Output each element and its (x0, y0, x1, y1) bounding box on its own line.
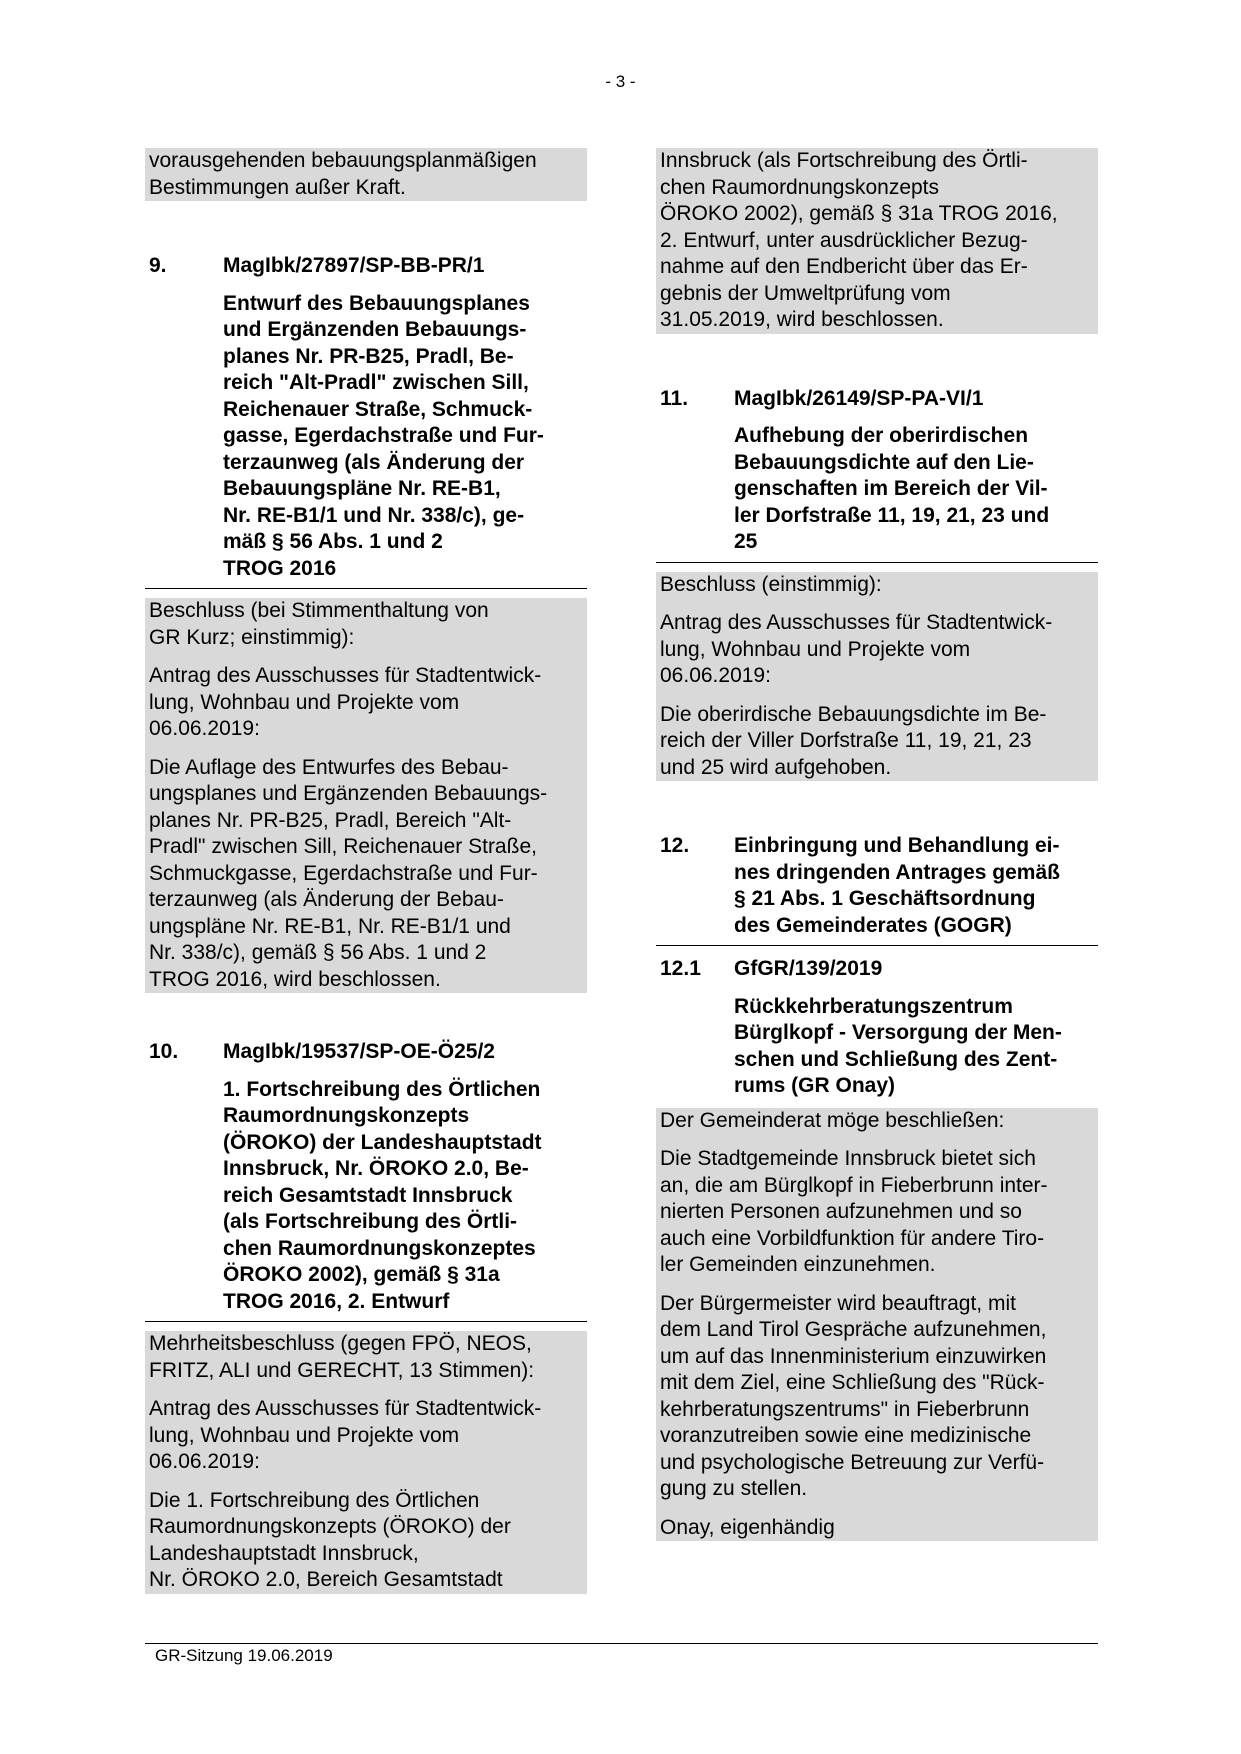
text-line: chen Raumordnungskonzeptes (223, 1236, 536, 1260)
text-line: Der Gemeinderat möge beschließen: (660, 1108, 1005, 1132)
text-line: und 25 wird aufgehoben. (660, 755, 892, 779)
text-line: ler Gemeinden einzunehmen. (660, 1253, 936, 1276)
text-line: Nr. RE-B1/1 und Nr. 338/c), ge- (223, 503, 525, 527)
item-number: 11. (660, 386, 689, 410)
text-line: Bebauungspläne Nr. RE-B1, (223, 477, 501, 500)
item-title (223, 291, 587, 583)
agenda-item-9 (145, 253, 587, 582)
text-line: kehrberatungszentrums" in Fieberbrunn (660, 1397, 1030, 1421)
text-line: Antrag des Ausschusses für Stadtentwick- (149, 664, 542, 687)
item-title (734, 423, 1098, 556)
decision-text (149, 598, 583, 651)
decision-text (660, 572, 1094, 599)
text-line: Einbringung und Behandlung ei- (734, 834, 1060, 857)
text-line: Bestimmungen außer Kraft. (149, 175, 406, 199)
footer-text: GR-Sitzung 19.06.2019 (155, 1646, 333, 1665)
text-line: Reichenauer Straße, Schmuck- (223, 397, 533, 421)
text-line: und Ergänzenden Bebauungs- (223, 318, 527, 341)
divider (656, 562, 1098, 563)
text-line: terzaunweg (als Änderung der Bebau- (149, 888, 504, 911)
text-line: Die Stadtgemeinde Innsbruck bietet sich (660, 1147, 1036, 1170)
text-line: Pradl" zwischen Sill, Reichenauer Straße, (149, 835, 537, 858)
text-line: (als Fortschreibung des Örtli- (223, 1210, 518, 1233)
resolution-text (660, 702, 1094, 782)
decision-block-11 (656, 572, 1098, 782)
item-reference: MagIbk/27897/SP-BB-PR/1 (223, 254, 485, 277)
text-line: nierten Personen aufzunehmen und so (660, 1200, 1022, 1223)
item-title (223, 1077, 587, 1316)
motion-block-12-1 (656, 1108, 1098, 1542)
text-line: chen Raumordnungskonzepts (660, 175, 940, 199)
motion-text (149, 663, 583, 743)
text-line: Antrag des Ausschusses für Stadtentwick- (660, 611, 1053, 634)
text-line: § 21 Abs. 1 Geschäftsordnung (734, 887, 1036, 910)
text-line: des Gemeinderates (GOGR) (734, 913, 1012, 937)
page-number: - 3 - (605, 72, 636, 91)
text-line: 06.06.2019: (149, 1450, 260, 1473)
text-line: GR Kurz; einstimmig): (149, 625, 355, 649)
text-line: Innsbruck (als Fortschreibung des Örtli- (660, 149, 1028, 172)
text-line: Bebauungsdichte auf den Lie- (734, 450, 1034, 474)
text-line: lung, Wohnbau und Projekte vom (660, 637, 971, 661)
text-line: Landeshauptstadt Innsbruck, (149, 1541, 419, 1565)
text-line: schen und Schließung des Zent- (734, 1047, 1058, 1071)
text-line: Beschluss (bei Stimmenthaltung von (149, 599, 489, 622)
motion-text (149, 1396, 583, 1476)
text-line: gung zu stellen. (660, 1477, 808, 1500)
text-line: TROG 2016, wird beschlossen. (149, 967, 441, 991)
text-line: Raumordnungskonzepts (223, 1104, 470, 1127)
agenda-item-12-1 (656, 956, 1098, 1100)
text-line: 2. Entwurf, unter ausdrücklicher Bezug- (660, 228, 1028, 252)
text-line: 06.06.2019: (660, 664, 771, 687)
text-line: lung, Wohnbau und Projekte vom (149, 690, 460, 714)
text-line: ungspläne Nr. RE-B1, Nr. RE-B1/1 und (149, 914, 511, 938)
text-line: Schmuckgasse, Egerdachstraße und Fur- (149, 861, 538, 885)
text-line: Onay, eigenhändig (660, 1515, 835, 1539)
text-line: TROG 2016 (223, 556, 337, 580)
text-line: Die Auflage des Entwurfes des Bebau- (149, 755, 509, 779)
text-line: 1. Fortschreibung des Örtlichen (223, 1077, 541, 1101)
text-line: 31.05.2019, wird beschlossen. (660, 308, 944, 331)
text-line: TROG 2016, 2. Entwurf (223, 1289, 450, 1313)
text-line: Aufhebung der oberirdischen (734, 424, 1029, 447)
text-line: Mehrheitsbeschluss (gegen FPÖ, NEOS, (149, 1332, 532, 1355)
text-line: Innsbruck, Nr. ÖROKO 2.0, Be- (223, 1157, 529, 1180)
text-line: 25 (734, 530, 758, 553)
text-line: gasse, Egerdachstraße und Fur- (223, 424, 544, 447)
text-line: reich der Viller Dorfstraße 11, 19, 21, 23 (660, 729, 1032, 752)
signature-text (660, 1515, 1094, 1542)
text-line: Antrag des Ausschusses für Stadtentwick- (149, 1397, 542, 1420)
text-line: Der Bürgermeister wird beauftragt, mit (660, 1291, 1016, 1315)
text-line: dem Land Tirol Gespräche aufzunehmen, (660, 1318, 1047, 1341)
paragraph-1 (660, 1146, 1094, 1279)
text-line: vorausgehenden bebauungsplanmäßigen (149, 149, 537, 172)
text-line: auch eine Vorbildfunktion für andere Tiro- (660, 1226, 1045, 1250)
item-number: 10. (149, 1040, 179, 1063)
right-column (656, 148, 1098, 1541)
text-line: Rückkehrberatungszentrum (734, 994, 1013, 1018)
text-line: Bürglkopf - Versorgung der Men- (734, 1021, 1062, 1044)
intro-text (660, 1108, 1094, 1135)
paragraph (660, 148, 1094, 334)
text-line: reich Gesamtstadt Innsbruck (223, 1183, 513, 1207)
item-number: 12. (660, 834, 690, 857)
divider (145, 588, 587, 589)
resolution-text (149, 1488, 583, 1594)
decision-text (149, 1331, 583, 1384)
text-line: ÖROKO 2002), gemäß § 31a TROG 2016, (660, 202, 1058, 225)
text-line: Die 1. Fortschreibung des Örtlichen (149, 1488, 480, 1512)
text-line: nahme auf den Endbericht über das Er- (660, 255, 1028, 278)
text-line: ÖROKO 2002), gemäß § 31a (223, 1263, 500, 1286)
text-line: Nr. ÖROKO 2.0, Bereich Gesamtstadt (149, 1568, 503, 1591)
text-line: nes dringenden Antrages gemäß (734, 860, 1060, 884)
paragraph-2 (660, 1291, 1094, 1503)
decision-block-10 (145, 1331, 587, 1594)
left-column (145, 148, 587, 1594)
text-line: und psychologische Betreuung zur Verfü- (660, 1450, 1045, 1474)
text-line: 06.06.2019: (149, 717, 260, 740)
divider (656, 945, 1098, 946)
item-title (734, 833, 1098, 939)
text-line: (ÖROKO) der Landeshauptstadt (223, 1130, 542, 1154)
text-line: planes Nr. PR-B25, Pradl, Bereich "Alt- (149, 808, 512, 832)
text-line: um auf das Innenministerium einzuwirken (660, 1344, 1047, 1368)
continuation-text-right (656, 148, 1098, 334)
text-line: genschaften im Bereich der Vil- (734, 477, 1048, 500)
agenda-item-12 (656, 833, 1098, 939)
text-line: gebnis der Umweltprüfung vom (660, 281, 951, 305)
continuation-text-left (145, 148, 587, 201)
text-line: mit dem Ziel, eine Schließung des "Rück- (660, 1371, 1045, 1394)
text-line: planes Nr. PR-B25, Pradl, Be- (223, 344, 514, 368)
item-number: 9. (149, 254, 167, 277)
item-reference: MagIbk/26149/SP-PA-VI/1 (734, 386, 984, 410)
decision-block-9 (145, 598, 587, 993)
text-line: Die oberirdische Bebauungsdichte im Be- (660, 702, 1047, 726)
text-line: an, die am Bürglkopf in Fieberbrunn inter- (660, 1173, 1048, 1197)
item-title (734, 994, 1098, 1100)
text-line: reich "Alt-Pradl" zwischen Sill, (223, 371, 529, 394)
text-line: ler Dorfstraße 11, 19, 21, 23 und (734, 503, 1050, 527)
text-line: Entwurf des Bebauungsplanes (223, 291, 530, 315)
text-line: voranzutreiben sowie eine medizinische (660, 1424, 1032, 1447)
text-line: Nr. 338/c), gemäß § 56 Abs. 1 und 2 (149, 941, 487, 964)
agenda-item-10 (145, 1039, 587, 1315)
divider (145, 1321, 587, 1322)
item-reference: MagIbk/19537/SP-OE-Ö25/2 (223, 1040, 495, 1063)
resolution-text (149, 755, 583, 994)
text-line: FRITZ, ALI und GERECHT, 13 Stimmen): (149, 1358, 535, 1382)
paragraph (149, 148, 583, 201)
text-line: terzaunweg (als Änderung der (223, 450, 525, 474)
motion-text (660, 610, 1094, 690)
text-line: mäß § 56 Abs. 1 und 2 (223, 530, 443, 553)
footer-divider (145, 1643, 1098, 1644)
text-line: lung, Wohnbau und Projekte vom (149, 1423, 460, 1447)
text-line: Raumordnungskonzepts (ÖROKO) der (149, 1515, 511, 1538)
item-reference: GfGR/139/2019 (734, 957, 883, 980)
agenda-item-11 (656, 386, 1098, 556)
text-line: Beschluss (einstimmig): (660, 572, 882, 596)
text-line: rums (GR Onay) (734, 1074, 896, 1097)
item-number: 12.1 (660, 957, 701, 980)
text-line: ungsplanes und Ergänzenden Bebauungs- (149, 782, 548, 805)
